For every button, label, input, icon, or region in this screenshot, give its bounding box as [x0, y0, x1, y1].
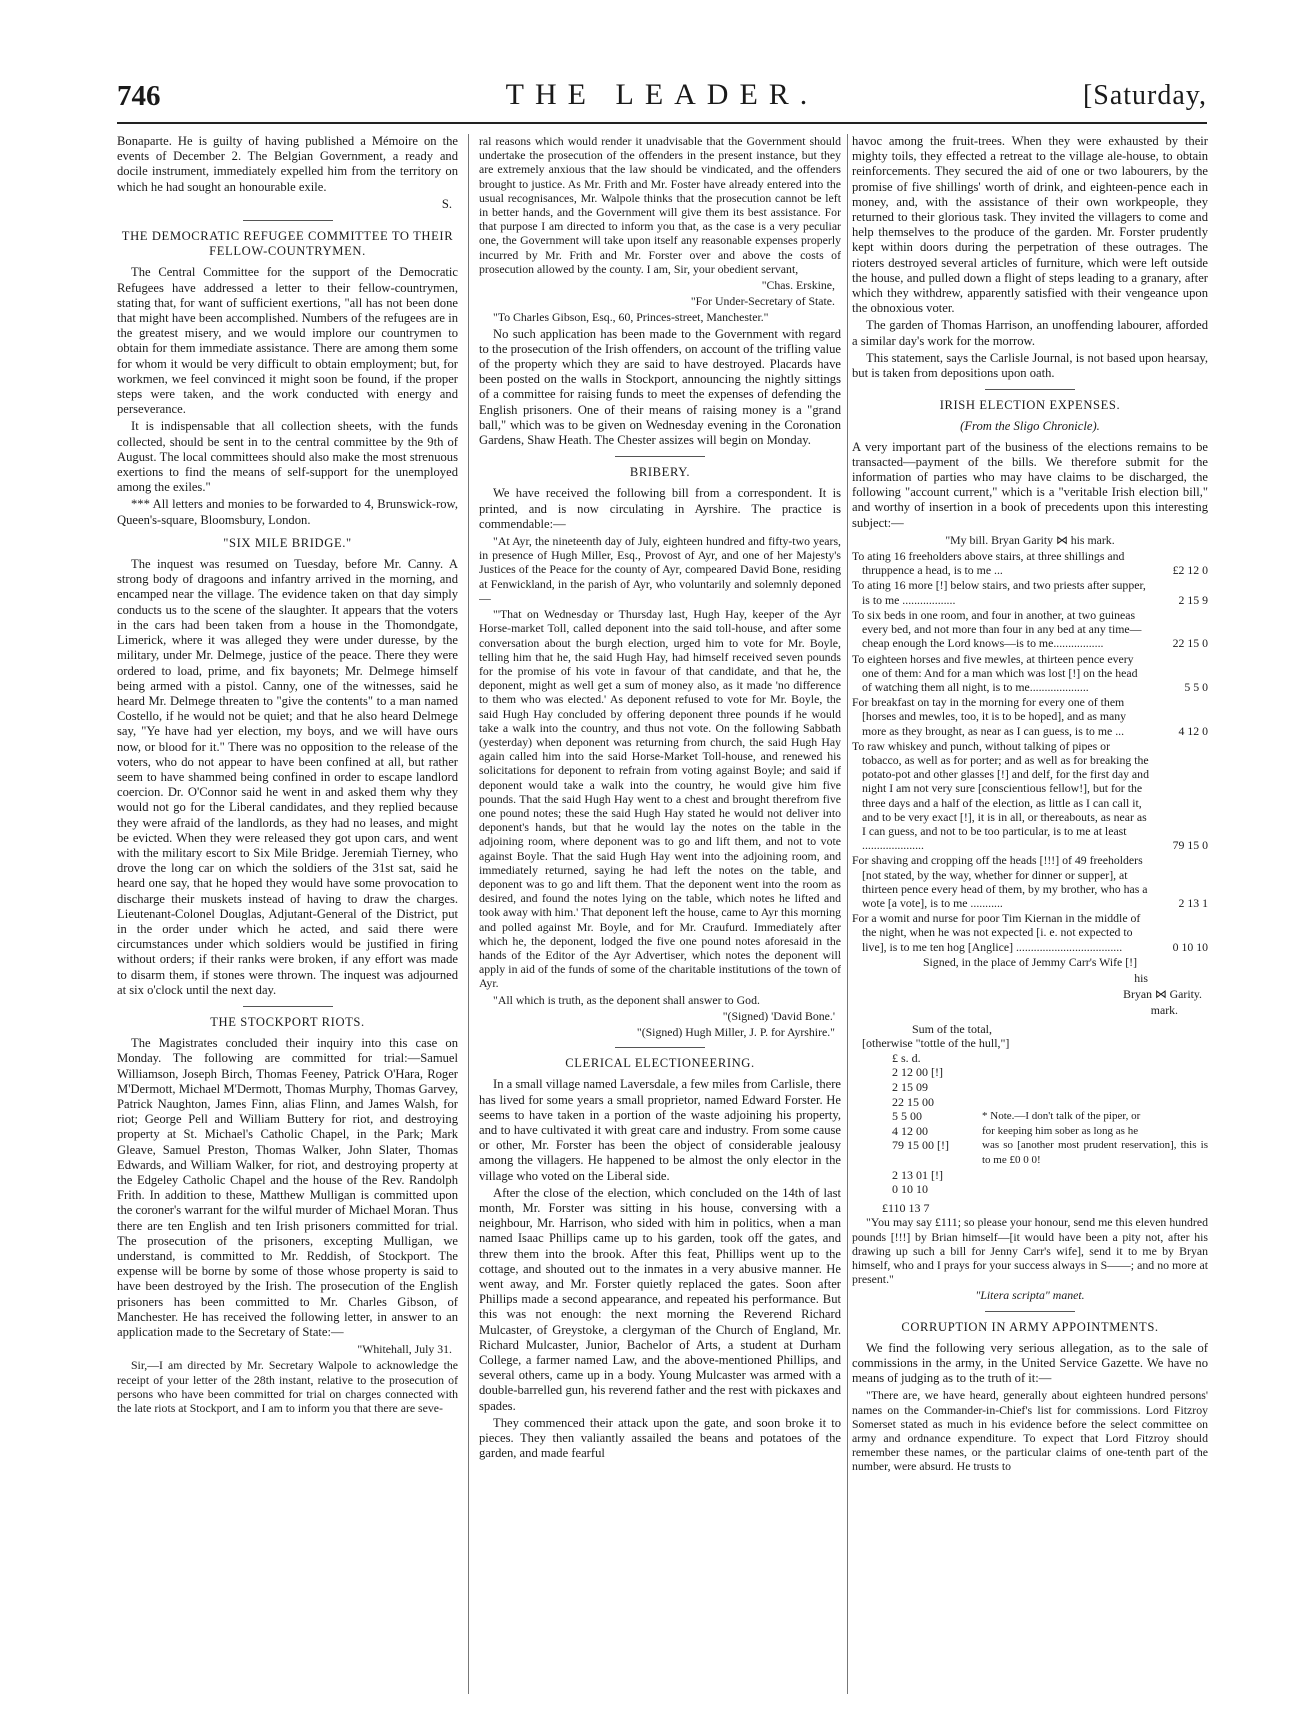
bill-item: [852, 652, 1208, 695]
sum-value: 2 15 09: [892, 1079, 928, 1094]
sum-note: [982, 1080, 1208, 1095]
bill-item-amount: 2 15 9: [1178, 592, 1208, 607]
sum-value: 22 15 00: [892, 1094, 934, 1109]
page-header: [117, 78, 1207, 118]
header-rule: [117, 122, 1207, 124]
article-heading: "SIX MILE BRIDGE.": [223, 535, 352, 550]
bill-item: [852, 739, 1208, 853]
sum-value: 2 12 00 [!]: [892, 1065, 943, 1080]
signature: "(Signed) Hugh Miller, J. P. for Ayrshire.": [636, 1024, 835, 1039]
paragraph: The garden of Thomas Harrison, an unoffending labourer, afforded a similar day's work for the morrow.: [852, 318, 1208, 348]
bill-item-amount: £2 12 0: [1172, 563, 1208, 578]
dateline: "Whitehall, July 31.: [357, 1342, 452, 1357]
sum-note: [982, 1065, 1208, 1080]
paragraph: havoc among the fruit-trees. When they were exhausted by their mighty toils, they effected a retreat to the village ale-house, to obtain reinforcements. They secured the aid of one or two labourers, by the promise of five shillings' worth of drink, and eighteen-pence each in money, and, with the assistance of their own workpeople, they returned to their glorious task. They invited the villagers to come and help themselves to the produce of the garden. Mr. Forster prudently kept within doors during the perpetration of these outrages. The rioters destroyed several articles of furniture, which were left outside the house, and pulled down a flight of steps leading to a granary, after which they withdrew, apparently satisfied with their vengeance upon the obnoxious voter.: [852, 134, 1208, 316]
signer-name: Bryan ⋈ Garity.: [1123, 987, 1202, 1002]
article-heading: THE DEMOCRATIC REFUGEE COMMITTEE TO THEIR FELLOW-COUNTRYMEN.: [121, 229, 454, 259]
bill-item-amount: 79 15 0: [1172, 838, 1208, 853]
bill-item-text: For shaving and cropping off the heads [!!!] of 49 freeholders [not stated, by the way, whether for dinner or supper], at thirteen pence every head of them, by my brother, who has a wote [a vote], is to me ...........: [852, 853, 1148, 910]
section-rule: [243, 1006, 333, 1007]
bill-item-amount: 2 13 1: [1178, 895, 1208, 910]
bill-item: [852, 578, 1208, 606]
sum-value: 0 10 10: [892, 1182, 928, 1197]
bill-heading: "My bill. Bryan Garity ⋈ his mark.: [945, 532, 1115, 547]
section-rule: [985, 389, 1075, 390]
section-rule: [985, 1311, 1075, 1312]
paragraph: "At Ayr, the nineteenth day of July, eighteen hundred and fifty-two years, in presence of Hugh Miller, Esq., Provost of Ayr, and one of her Majesty's Justices of the Peace for the county of Ayr, compeared David Bone, residing at Fenwickland, in the parish of Ayr, who voluntarily and solemnly deponed—: [479, 534, 841, 605]
paragraph: This statement, says the Carlisle Journal, is not based upon hearsay, but is taken from depositions upon oath.: [852, 350, 1208, 381]
column-3: [852, 134, 1208, 1694]
sum-row: [852, 1168, 1208, 1183]
paragraph: In a small village named Laversdale, a few miles from Carlisle, there has lived for some years a small proprietor, named Edward Forster. He seems to have taken in a portion of the waste adjoining his property, and to have cultivated it with great care and industry. From some cause or other, Mr. Forster has been the object of considerable jealousy among the villagers. He happened to be almost the only elector in the village who voted on the Liberal side.: [479, 1077, 841, 1183]
paragraph: We have received the following bill from a correspondent. It is printed, and is now circulating in Ayrshire. The practice is commendable:—: [479, 486, 841, 531]
paragraph: "All which is truth, as the deponent shall answer to God.: [493, 992, 760, 1007]
sum-row: [852, 1109, 1208, 1124]
bill-item-amount: 0 10 10: [1172, 939, 1208, 954]
sum-note: [982, 1168, 1208, 1183]
sum-row: [852, 1138, 1208, 1167]
column-divider: [468, 134, 469, 1694]
sum-row: [852, 1095, 1208, 1110]
article-heading: CORRUPTION IN ARMY APPOINTMENTS.: [901, 1319, 1159, 1334]
column-2: [479, 134, 841, 1694]
sum-row: [852, 1124, 1208, 1139]
bill-item-text: For breakfast on tay in the morning for every one of them [horses and mewles, too, it is to be hoped], and as many more as they brought, as near as I can guess, is to me ...: [852, 695, 1127, 738]
sum-value: 2 13 01 [!]: [892, 1167, 943, 1182]
sum-note: [982, 1182, 1208, 1197]
paragraph: ral reasons which would render it unadvisable that the Government should undertake the prosecution of the offenders in the present instance, but they are extremely anxious that the law should be vindicated, and the offenders brought to justice. As Mr. Frith and Mr. Foster have already entered into the usual recognisances, Mr. Walpole thinks that the prosecution cannot be left in better hands, and the Government will give them its best assistance. For that purpose I am directed to inform you that, as the case is a very peculiar one, the Government will take upon itself any reasonable expenses properly incurred by Mr. Frith and Mr. Forster over and above the costs of prosecution allowed by the county. I am, Sir, your obedient servant,: [479, 134, 841, 276]
section-rule: [243, 220, 333, 221]
paragraph: The Magistrates concluded their inquiry into this case on Monday. The following are committed for trial:—Samuel Williamson, Joseph Birch, Thomas Feeney, Patrick O'Hara, Roger M'Dermott, Michael M'Dermott, Thomas Murphy, Thomas Garvey, Patrick Naughton, James Finn, alias Flinn, and James Walsh, for riot; George Pell and William Buttery for riot, and destroying property at St. Michael's Catholic Chapel, in the Park; Mark Gleave, Samuel Preston, Thomas Walker, John Slater, Thomas Edwards, and William Walker, for riot, and destroying property at the Edgeley Catholic Chapel and the house of the Rev. Randolph Frith. In addition to these, Matthew Mulligan is committed upon the coroner's warrant for the wilful murder of Michael Moran. Thus there are ten English and ten Irish prisoners committed for trial. The prosecution of the prisoners, excepting Mulligan, we understand, is committed to Mr. Reddish, of Stockport. The expense will be borne by some of those whose property is said to have been destroyed by the Irish. The prosecution of the English prisoners has been committed to Mr. Charles Gibson, of Manchester. He has received the following letter, in answer to an application made to the Secretary of State:—: [117, 1036, 458, 1340]
sum-note: * Note.—I don't talk of the piper, or: [982, 1110, 1141, 1123]
bill-item-text: To ating 16 freeholders above stairs, at three shillings and thruppence a head, is to me ...: [852, 549, 1125, 578]
paragraph: The inquest was resumed on Tuesday, before Mr. Canny. A strong body of dragoons and infantry arrived in the morning, and encamped near the village. The evidence taken on that day simply conducts us to the scene of the slaughter. It appears that the voters in the cars had been taken from a house in the Thomondgate, Limerick, where it was alleged they were under duresse, by the military, under Mr. Delmege, justice of the peace. There they were ordered to load, prime, and fix bayonets; Mr. Delmege himself being armed with a pistol. Canny, one of the witnesses, said he heard Mr. Delmege threaten to "give the contents" to a man named Costello, if he would not be quiet; and that he also heard Delmege say, "Ye have had yer election, my boys, and we will have ours now, or blood for it." There was no opposition to the release of the voters, who do not appear to have been confined at all, but rather seem to have shammed being confined in order to escape landlord coercion. Dr. O'Connor said he went in and asked them why they would not go for the Liberal candidates, and they replied because they were afraid of the landlords, as they had no leases, and might be evicted. When they were released they got upon cars, and went with the military escort to Six Mile Bridge. Jeremiah Tierney, who drove the long car on which the soldiers of the 31st sat, said he heard one say, that he hoped they would have some provocation to discharge their muskets instead of having to draw the charges. Lieutenant-Colonel Douglas, Adjutant-General of the District, put in the order under which he acted, and said there were circumstances under which soldiers would be justified in firing without orders; if their ranks were broken, if any effort was made to disarm them, if stones were thrown. The inquest was adjourned at six o'clock until the next day.: [117, 557, 458, 997]
sum-columns: £ s. d.: [892, 1050, 921, 1065]
paragraph: "There are, we have heard, generally about eighteen hundred persons' names on the Commander-in-Chief's list for commissions. Lord Fitzroy Somerset stated as much in his evidence before the select committee on army and ordnance expenditure. To expect that Lord Fitzroy should remember these names, or the particular claims of one-tenth part of the number, were absurd. He trusts to: [852, 1388, 1208, 1474]
article-heading: CLERICAL ELECTIONEERING.: [565, 1056, 755, 1071]
bill-item-amount: 22 15 0: [1172, 636, 1208, 651]
paragraph: After the close of the election, which concluded on the 14th of last month, Mr. Forster was sitting in his house, conversing with a neighbour, Mr. Harrison, who sided with him in politics, when a man named Isaac Phillips came up to his garden, took off the gates, and threw them into the brook. After this feat, Phillips went up to the cottage, and shouted out to the inmates in a very abusive manner. He went away, and Mr. Forster quietly replaced the gates. Soon after Phillips made a second appearance, and repeated his performance. But this was not enough: the next morning the Reverend Richard Mulcaster, of Greystoke, a clergyman of the Church of England, Mr. Richard Mulcaster, Junior, Bachelor of Arts, a student at Durham College, a farmer named Law, and the above-mentioned Phillips, and several others, came up in a body. Young Mulcaster was armed with a double-barrelled gun, his reverend father and the rest with pickaxes and spades.: [479, 1185, 841, 1413]
bill-item: [852, 853, 1208, 910]
paragraph: It is indispensable that all collection sheets, with the funds collected, should be sent in to the central committee by the 9th of August. The local committees should also make the most strenuous exertions to find the means of self-support for the unemployed among the exiles.": [117, 419, 458, 495]
paragraph: A very important part of the business of the elections remains to be transacted—payment of the bills. We therefore submit for the information of parties who may have claims to be discharged, the following "account current," which is a "veritable Irish election bill," and worthy of insertion in a book of precedents upon this interesting subject:—: [852, 439, 1208, 530]
column-divider: [847, 134, 848, 1694]
signature: "(Signed) 'David Bone.': [722, 1008, 835, 1023]
masthead-title: THE LEADER.: [505, 78, 819, 111]
paragraph: Sir,—I am directed by Mr. Secretary Walpole to acknowledge the receipt of your letter of the 28th instant, relative to the prosecution of persons who have been committed for trial on charges connected with the late riots at Stockport, and I am to inform you that there are seve-: [117, 1358, 458, 1416]
signer-his: his: [1134, 970, 1148, 985]
sum-value: 4 12 00: [892, 1123, 928, 1138]
paragraph: They commenced their attack upon the gate, and soon broke it to pieces. They then valiantly assailed the beans and potatoes of the garden, and made fearful: [479, 1415, 841, 1461]
sum-note: for keeping him sober as long as he: [982, 1124, 1139, 1137]
address-line: "To Charles Gibson, Esq., 60, Princes-street, Manchester.": [493, 310, 769, 325]
bill-item: [852, 911, 1208, 954]
header-day: [Saturday,: [1082, 80, 1207, 111]
article-source: (From the Sligo Chronicle).: [960, 419, 1100, 434]
section-rule: [615, 1047, 705, 1048]
sum-value: 79 15 00 [!]: [892, 1138, 949, 1153]
closing-line: "Litera scripta" manet.: [975, 1288, 1085, 1303]
bill-item: [852, 608, 1208, 651]
sum-title: Sum of the total,: [912, 1021, 992, 1036]
signer-mark: mark.: [1150, 1003, 1178, 1018]
bill-signed: Signed, in the place of Jemmy Carr's Wife [!]: [922, 954, 1138, 969]
sum-row: [852, 1080, 1208, 1095]
paragraph: We find the following very serious allegation, as to the sale of commissions in the army, in the United Service Gazette. We have no means of judging as to the truth of it:—: [852, 1340, 1208, 1386]
sum-row: [852, 1182, 1208, 1197]
paragraph: *** All letters and monies to be forwarded to 4, Brunswick-row, Queen's-square, Bloomsbury, London.: [117, 497, 458, 527]
signature: "Chas. Erskine,: [761, 278, 835, 293]
paragraph: "You may say £111; so please your honour, send me this eleven hundred pounds [!!!] by Brian himself—[it would have been a pity not, after his drawing up such a bill for Jenny Carr's wife], send it to me by Bryan himself, who and I prays for your success always in S——; and no more at present.": [852, 1215, 1208, 1287]
sum-row: [852, 1065, 1208, 1080]
article-heading: IRISH ELECTION EXPENSES.: [939, 398, 1121, 413]
bill-item-text: To ating 16 more [!] below stairs, and two priests after supper, is to me ..................: [852, 578, 1146, 607]
page-number: 746: [117, 80, 161, 112]
bill-item-text: To six beds in one room, and four in another, at two guineas every bed, and not more than four in any bed at any time—cheap enough the Lord knows—is to me.................: [852, 607, 1142, 651]
sum-table: [852, 1022, 1208, 1216]
sum-value: 5 5 00: [892, 1109, 922, 1124]
sum-note: [982, 1095, 1208, 1110]
paragraph: "'That on Wednesday or Thursday last, Hugh Hay, keeper of the Ayr Horse-market Toll, called deponent into the said toll-house, and after some conversation about the burgh election, urged him to vote for Mr. Boyle, telling him that he, the said Hugh Hay, had himself received seven pounds for the promise of his vote in favour of that candidate, and that he, the deponent, might as well get a sum of money also, as it made 'no difference to them who was elected.' As deponent refused to vote for Mr. Boyle, the said Hugh Hay concluded by offering deponent three pounds if he would take a walk into the country, and thus not vote. On the following Sabbath (yesterday) when deponent was returning from church, the said Hugh Hay again called him into the said Horse-Market Toll-house, and renewed his solicitations for deponent to refrain from voting against Boyle; and said if deponent would take a walk into the country, he would give him five pounds. That the said Hugh Hay went to a chest and brought therefrom five one pound notes; these the said Hugh Hay stated he would not deliver into deponent's hands, but that he would lay the notes on the table in the adjoining room, where deponent was to go and lift them, and not to vote against Boyle. That the said Hugh Hay went into the adjoining room, and immediately returned, saying he had left the notes on the table, and deponent was to go and lift them. That the deponent went into the room as desired, and found the notes lying on the table, which notes he lifted and took away with him.' That deponent left the house, came to Ayr this morning and polled against Mr. Boyle, and for Mr. Craufurd. Immediately after which he, the deponent, lodged the five one pound notes aforesaid in the hands of the Editor of the Ayr Advertiser, which notes the deponent will apply in aid of the funds of some of the charitable institutions of the town of Ayr.: [479, 607, 841, 991]
article-heading: THE STOCKPORT RIOTS.: [210, 1014, 365, 1029]
signature: "For Under-Secretary of State.: [690, 294, 835, 309]
paragraph: Bonaparte. He is guilty of having published a Mémoire on the events of December 2. The Belgian Government, a ready and docile instrument, immediately expelled him from the territory on which he had sought an honourable exile.: [117, 134, 458, 194]
sum-subtitle: [otherwise "tottle of the hull,"]: [862, 1036, 1010, 1051]
column-1: [117, 134, 458, 1694]
paragraph: No such application has been made to the Government with regard to the prosecution of the Irish offenders, on account of the trifling value of the property which they are said to have destroyed. Placards have been posted on the walls in Stockport, announcing the nightly sittings of a committee for raising funds to meet the expenses of defending the English prisoners. One of their means of raising money is a "grand ball," which was to be given on Wednesday evening in the Coronation Gardens, Shaw Heath. The Chester assizes will begin on Monday.: [479, 326, 841, 448]
bill-item-text: To raw whiskey and punch, without talking of pipes or tobacco, as well as for porter; and as well as for breaking the potato-pot and other glasses [!] and delf, for the first day and night I am not very sure [conscientious fellow!], but for the three days and a half of the election, as little as I can call it, and to be very exact [!], it is in all, or thereabouts, as near as I can guess, and not to be too particular, is to me at least .....................: [852, 738, 1149, 853]
bill-item-amount: 4 12 0: [1178, 723, 1208, 738]
article-heading: BRIBERY.: [629, 465, 691, 480]
sum-total: £110 13 7: [882, 1200, 930, 1215]
sum-note: was so [another most prudent reservation], this is to me £0 0 0!: [982, 1139, 1208, 1166]
bill-item-text: For a womit and nurse for poor Tim Kiernan in the middle of the night, when he was not expected [i. e. not expected to live], is to me ten hog [Anglice] ....................................: [852, 911, 1141, 954]
bill-item-amount: 5 5 0: [1184, 679, 1208, 694]
bill-item-text: To eighteen horses and five mewles, at thirteen pence every one of them: And for a man which was lost [!] on the head of watching them all night, is to me....................: [852, 651, 1138, 694]
bill-items: [852, 549, 1208, 954]
bill-item: [852, 549, 1208, 577]
bill-item: [852, 695, 1208, 738]
section-rule: [615, 456, 705, 457]
paragraph: The Central Committee for the support of the Democratic Refugees have addressed a letter to their fellow-countrymen, stating that, for want of sufficient exertions, "all has not been done that might have been accomplished. Numbers of the refugees are in the greatest misery, and we would implore our countrymen to obtain for them immediate assistance. There are among them some for whom it would be very difficult to obtain employment; but, for workmen, we feel convinced it might soon be found, if the proper steps were taken, and the work conducted with energy and perseverance.: [117, 265, 458, 417]
signature: S.: [441, 196, 452, 211]
